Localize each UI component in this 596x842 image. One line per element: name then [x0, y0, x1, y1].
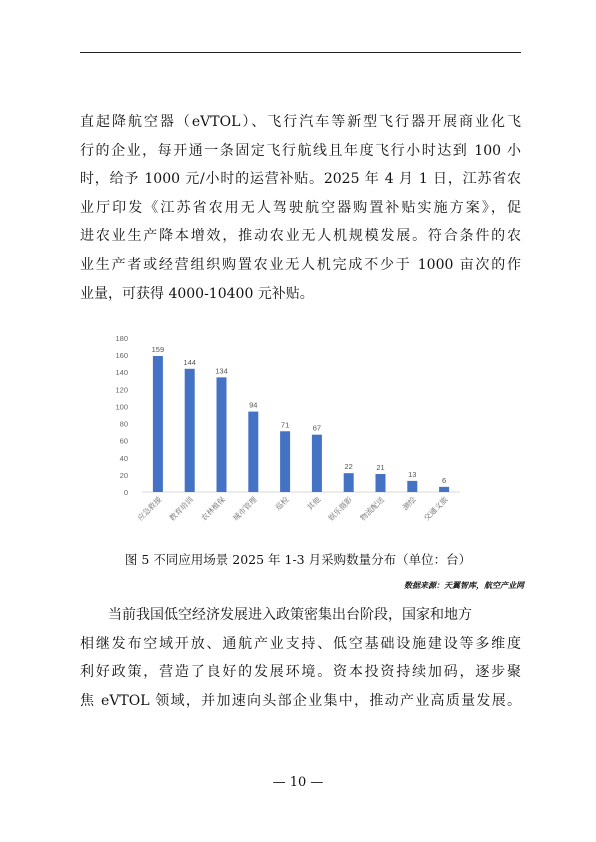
bar	[185, 369, 195, 492]
bar	[344, 473, 354, 492]
data-label: 71	[280, 420, 290, 430]
text-line: 进农业生产降本增效，推动农业无人机规模发展。符合条件的农	[80, 228, 521, 245]
text-line: 当前我国低空经济发展进入政策密集出台阶段，国家和地方	[108, 607, 472, 623]
text-line: 焦 eVTOL 领域，并加速向头部企业集中，推动产业高质量发展。	[80, 692, 521, 709]
data-label: 13	[408, 469, 417, 479]
x-tick-label: 巡检	[273, 495, 291, 513]
text-line: 业量，可获得 4000-10400 元补贴。	[80, 285, 314, 302]
data-label: 67	[312, 423, 322, 433]
data-label: 144	[183, 357, 196, 367]
data-label: 159	[151, 344, 165, 354]
bar	[217, 377, 227, 492]
x-tick-label: 物流配送	[358, 495, 386, 523]
header-rule	[80, 52, 521, 53]
x-tick-label: 交通文旅	[421, 495, 450, 523]
paragraph-policy-subsidies	[80, 108, 521, 308]
x-tick-label: 其他	[305, 495, 323, 513]
data-label: 94	[249, 400, 258, 410]
page-number: — 10 —	[272, 775, 324, 790]
x-tick-label: 城市管理	[231, 495, 259, 523]
y-tick-label: 160	[115, 351, 128, 361]
bar	[439, 487, 449, 492]
y-tick-label: 0	[123, 488, 128, 497]
data-label: 21	[376, 463, 385, 473]
y-tick-label: 180	[115, 334, 128, 343]
x-tick-label: 娱乐摄影	[326, 495, 355, 523]
text-line: 业生产者或经营组织购置农业无人机完成不少于 1000 亩次的作	[80, 256, 521, 273]
bar-chart-procurement	[100, 330, 470, 545]
text-line: 业厅印发《江苏省农用无人驾驶航空器购置补贴实施方案》，促	[80, 199, 521, 216]
bar	[280, 431, 290, 492]
data-label: 134	[215, 366, 228, 376]
y-tick-label: 40	[119, 453, 128, 463]
y-tick-label: 120	[115, 385, 128, 395]
bar	[407, 481, 417, 492]
data-label: 22	[344, 462, 353, 472]
data-label: 6	[442, 475, 447, 485]
y-tick-label: 100	[115, 402, 128, 412]
x-tick-label: 测绘	[400, 495, 418, 513]
bar	[312, 435, 322, 492]
data-source-note: 数据来源：天翼智库，航空产业网	[404, 581, 524, 590]
text-line: 时，给予 1000 元/小时的运营补贴。2025 年 4 月 1 日，江苏省农	[80, 171, 521, 188]
x-tick-label: 应急救援	[135, 495, 164, 523]
y-tick-label: 20	[119, 470, 128, 480]
paragraph-low-altitude-economy	[80, 601, 521, 715]
x-tick-label: 教育培训	[167, 495, 196, 523]
figure-caption: 图 5 不同应用场景 2025 年 1-3 月采购数量分布（单位：台）	[124, 552, 472, 567]
bar	[376, 474, 386, 492]
bar	[153, 356, 163, 492]
y-tick-label: 80	[119, 419, 128, 429]
y-tick-label: 140	[115, 368, 128, 378]
bar	[248, 412, 258, 492]
text-line: 行的企业，每开通一条固定飞行航线且年度飞行小时达到 100 小	[80, 142, 521, 159]
text-line: 直起降航空器（eVTOL）、飞行汽车等新型飞行器开展商业化飞	[80, 114, 521, 130]
text-line: 利好政策，营造了良好的发展环境。资本投资持续加码，逐步聚	[80, 664, 521, 681]
text-line: 相继发布空域开放、通航产业支持、低空基础设施建设等多维度	[80, 635, 521, 652]
y-tick-label: 60	[119, 436, 128, 446]
x-tick-label: 农林植保	[199, 495, 227, 523]
